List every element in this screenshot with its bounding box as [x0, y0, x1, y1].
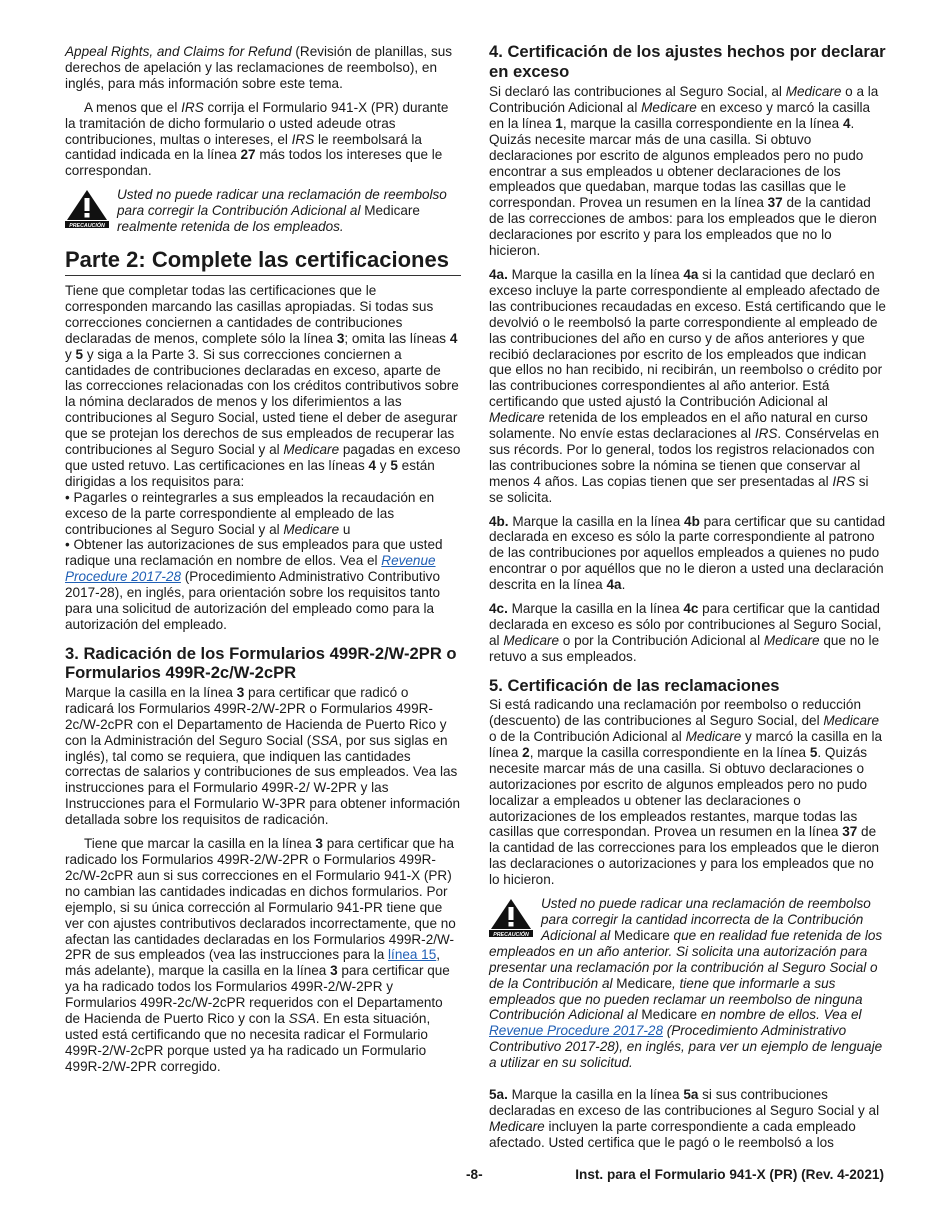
svg-text:PRECAUCIÓN: PRECAUCIÓN	[69, 223, 105, 229]
linea-15-link[interactable]: línea 15	[388, 947, 437, 963]
paragraph-4c: 4c. Marque la casilla en la línea 4c para certificar que la cantidad declarada en exceso es sólo por contribuciones al Seguro Social, al Medicare o por la Contribución Adicional al Medicare que no le retuvo a sus empleados.	[489, 601, 882, 664]
paragraph-appeal-rights: Appeal Rights, and Claims for Refund (Revisión de planillas, sus derechos de apelación y las reclamaciones de reembolso), en inglés, para más información sobre este tema.	[65, 44, 453, 91]
section-heading-3: 3. Radicación de los Formularios 499R-2/W-2PR o Formularios 499R-2c/W-2cPR	[65, 643, 457, 683]
paragraph-4b: 4b. Marque la casilla en la línea 4b para certificar que su cantidad declarada en exceso es sólo la parte correspondiente al patrono de las contribuciones por aquellos empleados a quienes no pudo encontrar o por aquéllos que no le dieron a usted una declaración descrita en la línea 4a.	[489, 513, 886, 593]
caution-note-2: PRECAUCIÓN Usted no puede radicar una reclamación de reembolso para corregir la cantidad incorrecta de la Contribución Adicional al Medicare que en realidad fue retenida de los empleados en un año anterior. Si solicita una autorización para presentar una reclamación por la contribución al Seguro Social o de la Contribución al Medicare, tiene que informarle a sus empleados que no pueden reclamar un reembolso de ninguna Contribución Adicional al Medicare en nombre de ellos. Vea el Revenue Procedure 2017-28 (Procedimiento Administrativo Contributivo 2017-28), en inglés, para ver un ejemplo de lenguaje a utilizar en su solicitud.	[489, 896, 883, 1071]
paragraph-certifications: Tiene que completar todas las certificaciones que le corresponden marcando las casillas apropiadas. Si todas sus correcciones conciernen a cantidades de contribuciones declaradas de menos, complete sólo la línea 3; omita las líneas 4 y 5 y siga a la Parte 3. Si sus correcciones conciernen a cantidades de contribuciones declaradas en exceso, aparte de las correcciones relacionadas con los créditos contributivos sobre la nómina declarados de menos y los diferimientos a las contribuciones al Seguro Social, usted tiene el deber de asegurar que se protejan los derechos de sus empleados de recuperar las contribuciones al Seguro Social y al Medicare pagadas en exceso que usted retuvo. Las certificaciones en las líneas 4 y 5 están dirigidas a los requisitos para:	[65, 282, 461, 489]
paragraph-line-4: Si declaró las contribuciones al Seguro Social, al Medicare o a la Contribución Adicional al Medicare en exceso y marcó la casilla en la línea 1, marque la casilla correspondiente en la línea 4. Quizás necesite marcar más de una casilla. Si obtuvo declaraciones por escrito de algunos empleados pero no pudo encontrar a sus empleados u obtener declaraciones de los empleados que quedaban, marque todas las casillas que le correspondan. Provea un resumen en la línea 37 de la cantidad de las correcciones de ambos: para los empleados que le dieron declaraciones por escrito y para los empleados que no lo hicieron.	[489, 84, 879, 259]
page-number: -8-	[466, 1167, 483, 1182]
caution-note-1: PRECAUCIÓN Usted no puede radicar una reclamación de reembolso para corregir la Contribución Adicional al Medicare realmente retenida de los empleados.	[65, 187, 461, 235]
section-heading-4: 4. Certificación de los ajustes hechos por declarar en exceso	[489, 42, 886, 81]
paragraph-line-5: Si está radicando una reclamación por reembolso o reducción (descuento) de las contribuciones al Seguro Social, del Medicare o de la Contribución Adicional al Medicare y marcó la casilla en la línea 2, marque la casilla correspondiente en la línea 5. Quizás necesite marcar más de una casilla. Si obtuvo declaraciones o autorizaciones por escrito de algunos empleados pero no pudo localizar a empleados u obtener las declaraciones o autorizaciones de los empleados restantes, marque todas las casillas que correspondan. Provea un resumen en la línea 37 de la cantidad de las correcciones para los empleados que le dieron las declaraciones o autorizaciones y para los empleados que no lo hicieron.	[489, 697, 883, 888]
paragraph-5a: 5a. Marque la casilla en la línea 5a si sus contribuciones declaradas en exceso de las contribuciones al Seguro Social y al Medicare incluyen la parte correspondiente a cada empleado afectado. Usted certifica que le pagó o le reembolsó a los	[489, 1087, 880, 1150]
section-heading-5: 5. Certificación de las reclamaciones	[489, 675, 780, 695]
right-column	[489, 44, 886, 1151]
caution-icon	[489, 897, 533, 937]
bullet-item-authorizations: • Obtener las autorizaciones de sus empleados para que usted radique una reclamación en nombre de ellos. Vea el Revenue Procedure 2017-28 (Procedimiento Administrativo Contributivo 2017-28), en inglés, para orientación sobre los requisitos tanto para una solicitud de autorización del empleado como para la autorización del empleado.	[65, 537, 443, 632]
paragraph-line-3-detail: Tiene que marcar la casilla en la línea 3 para certificar que ha radicado los Formularios 499R-2/W-2PR o Formularios 499R-2c/W-2cPR aun si sus correcciones en el Formulario 941-X (PR) no cambian las cantidades indicadas en dichos formularios. Por ejemplo, si su única corrección al Formulario 941-PR tiene que ver con ajustes contributivos declarados incorrectamente, que no afectan las cantidades declaradas en los Formularios 499R-2/W-2PR de sus empleados (vea las instrucciones para la línea 15, más adelante), marque la casilla en la línea 3 para certificar que ya ha radicado todos los Formularios 499R-2/W-2PR y Formularios 499R-2c/W-2cPR requeridos con el Departamento de Hacienda de Puerto Rico y con la SSA. En esta situación, usted está certificando que no necesita radicar el Formulario 499R-2/W-2cPR porque usted ya ha radicado un Formulario 499R-2/W-2PR corregido.	[65, 836, 456, 1074]
revenue-procedure-link[interactable]: Revenue Procedure 2017-28	[65, 553, 436, 585]
paragraph-line-3: Marque la casilla en la línea 3 para certificar que radicó o radicará los Formularios 499R-2/W-2PR o Formularios 499R-2c/W-2cPR con el Departamento de Hacienda de Puerto Rico y con la Administración del Seguro Social (SSA, por sus siglas en inglés), tal como se requiera, que indiquen las cantidades correctas de salarios y contribuciones de sus empleados. Vea las instrucciones para el Formulario 499R-2/ W-2PR y las Instrucciones para el Formulario W-3PR para obtener información detallada sobre los requisitos de radicación.	[65, 684, 461, 828]
left-column	[65, 44, 461, 1075]
page-footer	[0, 1167, 950, 1189]
svg-text:PRECAUCIÓN: PRECAUCIÓN	[493, 931, 529, 938]
bullet-item-reimburse: • Pagarles o reintegrarles a sus empleados la recaudación en exceso de la parte correspondiente al empleado de las contribuciones al Seguro Social y al Medicare u	[65, 489, 435, 537]
revenue-procedure-link-2[interactable]: Revenue Procedure 2017-28	[489, 1023, 663, 1039]
footer-title: Inst. para el Formulario 941-X (PR) (Rev. 4-2021)	[575, 1167, 884, 1182]
caution-icon	[65, 188, 109, 228]
paragraph-4a: 4a. Marque la casilla en la línea 4a si la cantidad que declaró en exceso incluye la parte correspondiente al empleado afectado de las contribuciones recaudadas en exceso. Está certificando que le devolvió o le reembolsó la parte correspondiente al empleado de las contribuciones del año en curso y de años anteriores y que recibió declaraciones por escrito de los empleados que indican que ellos no han recibido, ni recibirán, un reembolso o crédito por las contribuciones correspondientes al año anterior. Está certificando que usted ajustó la Contribución Adicional al Medicare retenida de los empleados en el año natural en curso solamente. No envíe estas declaraciones al IRS. Consérvelas en sus récords. Por lo general, todos los registros relacionados con las contribuciones sobre la nómina se tienen que conservar al menos 4 años. Las copias tienen que ser presentadas al IRS si se solicita.	[489, 266, 886, 505]
section-heading-parte-2: Parte 2: Complete las certificaciones	[65, 246, 461, 276]
paragraph-irs-refund: A menos que el IRS corrija el Formulario 941-X (PR) durante la tramitación de dicho formulario o usted adeude otras contribuciones, multas o intereses, el IRS le reembolsará la cantidad indicada en la línea 27 más todos los intereses que le correspondan.	[65, 99, 449, 179]
